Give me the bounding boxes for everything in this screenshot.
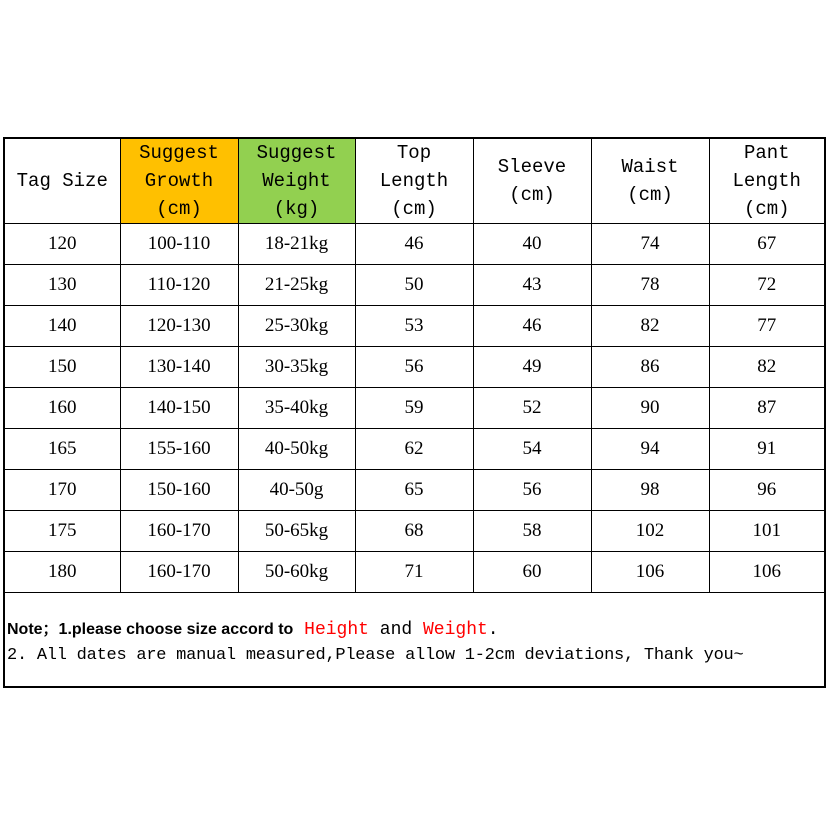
- table-row: [5, 347, 824, 388]
- note-and-word: and: [379, 620, 413, 640]
- size-table: [5, 139, 824, 593]
- table-row: [5, 265, 824, 306]
- table-row: [5, 552, 824, 593]
- cell-weight: 50-60kg: [238, 552, 355, 593]
- cell-tag-size: 175: [5, 511, 120, 552]
- cell-top-length: 56: [355, 347, 473, 388]
- header-pant-length: Pant Length (cm): [709, 139, 824, 224]
- size-table-body: [5, 224, 824, 593]
- table-row: [5, 224, 824, 265]
- cell-waist: 74: [591, 224, 709, 265]
- cell-sleeve: 43: [473, 265, 591, 306]
- cell-tag-size: 160: [5, 388, 120, 429]
- header-tag-size: Tag Size: [5, 139, 120, 224]
- cell-pant-length: 91: [709, 429, 824, 470]
- table-row: [5, 388, 824, 429]
- cell-sleeve: 56: [473, 470, 591, 511]
- note-prefix: Note；1.please choose size accord to: [7, 621, 294, 638]
- cell-tag-size: 140: [5, 306, 120, 347]
- cell-sleeve: 58: [473, 511, 591, 552]
- cell-sleeve: 60: [473, 552, 591, 593]
- cell-waist: 102: [591, 511, 709, 552]
- cell-weight: 40-50g: [238, 470, 355, 511]
- cell-growth: 160-170: [120, 552, 238, 593]
- cell-waist: 106: [591, 552, 709, 593]
- cell-waist: 94: [591, 429, 709, 470]
- cell-tag-size: 130: [5, 265, 120, 306]
- note-line-1: [7, 617, 825, 643]
- cell-sleeve: 52: [473, 388, 591, 429]
- cell-growth: 100-110: [120, 224, 238, 265]
- cell-waist: 78: [591, 265, 709, 306]
- note-line-2: 2. All dates are manual measured,Please allow 1-2cm deviations, Thank you~: [7, 646, 744, 665]
- cell-top-length: 46: [355, 224, 473, 265]
- cell-sleeve: 54: [473, 429, 591, 470]
- cell-growth: 155-160: [120, 429, 238, 470]
- header-suggest-growth: Suggest Growth (cm): [120, 139, 238, 224]
- cell-waist: 86: [591, 347, 709, 388]
- cell-pant-length: 82: [709, 347, 824, 388]
- cell-sleeve: 46: [473, 306, 591, 347]
- note-period: .: [487, 620, 499, 640]
- cell-sleeve: 40: [473, 224, 591, 265]
- cell-waist: 90: [591, 388, 709, 429]
- table-row: [5, 306, 824, 347]
- cell-pant-length: 72: [709, 265, 824, 306]
- cell-top-length: 68: [355, 511, 473, 552]
- header-row: [5, 139, 824, 224]
- cell-growth: 160-170: [120, 511, 238, 552]
- cell-tag-size: 180: [5, 552, 120, 593]
- cell-weight: 30-35kg: [238, 347, 355, 388]
- header-top-length: Top Length (cm): [355, 139, 473, 224]
- cell-weight: 21-25kg: [238, 265, 355, 306]
- cell-top-length: 65: [355, 470, 473, 511]
- cell-pant-length: 101: [709, 511, 824, 552]
- header-sleeve: Sleeve (cm): [473, 139, 591, 224]
- notes-section: [7, 617, 825, 669]
- header-waist: Waist (cm): [591, 139, 709, 224]
- cell-pant-length: 106: [709, 552, 824, 593]
- cell-growth: 120-130: [120, 306, 238, 347]
- cell-growth: 150-160: [120, 470, 238, 511]
- cell-growth: 110-120: [120, 265, 238, 306]
- cell-growth: 140-150: [120, 388, 238, 429]
- cell-weight: 25-30kg: [238, 306, 355, 347]
- cell-pant-length: 96: [709, 470, 824, 511]
- size-chart: [3, 137, 826, 688]
- cell-weight: 18-21kg: [238, 224, 355, 265]
- table-row: [5, 511, 824, 552]
- note-height-word: Height: [304, 620, 369, 640]
- cell-pant-length: 77: [709, 306, 824, 347]
- cell-weight: 40-50kg: [238, 429, 355, 470]
- cell-pant-length: 67: [709, 224, 824, 265]
- cell-sleeve: 49: [473, 347, 591, 388]
- table-row: [5, 470, 824, 511]
- cell-top-length: 62: [355, 429, 473, 470]
- cell-top-length: 53: [355, 306, 473, 347]
- cell-weight: 35-40kg: [238, 388, 355, 429]
- cell-waist: 98: [591, 470, 709, 511]
- cell-pant-length: 87: [709, 388, 824, 429]
- cell-tag-size: 120: [5, 224, 120, 265]
- cell-tag-size: 165: [5, 429, 120, 470]
- table-row: [5, 429, 824, 470]
- cell-growth: 130-140: [120, 347, 238, 388]
- cell-tag-size: 170: [5, 470, 120, 511]
- cell-top-length: 59: [355, 388, 473, 429]
- cell-weight: 50-65kg: [238, 511, 355, 552]
- cell-top-length: 50: [355, 265, 473, 306]
- cell-waist: 82: [591, 306, 709, 347]
- note-weight-word: Weight: [422, 620, 488, 640]
- header-suggest-weight: Suggest Weight (kg): [238, 139, 355, 224]
- cell-top-length: 71: [355, 552, 473, 593]
- cell-tag-size: 150: [5, 347, 120, 388]
